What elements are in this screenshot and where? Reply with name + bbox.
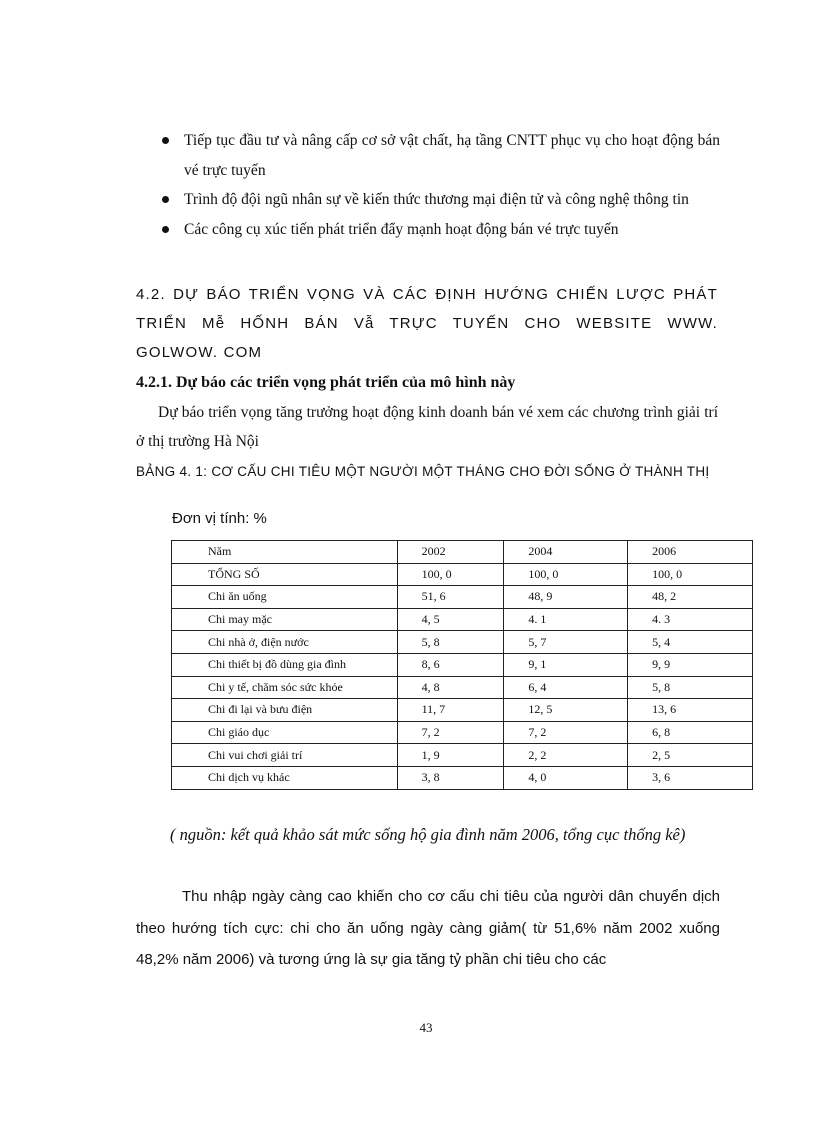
header-cell-2002: 2002 <box>397 541 504 564</box>
cell-value: 7, 2 <box>504 721 628 744</box>
cell-value: 5, 8 <box>628 676 753 699</box>
cell-value: 48, 9 <box>504 586 628 609</box>
cell-value: 2, 2 <box>504 744 628 767</box>
table-row <box>172 631 753 654</box>
cell-value: 11, 7 <box>397 699 504 722</box>
table-row <box>172 563 753 586</box>
unit-label: Đơn vị tính: % <box>172 510 267 527</box>
table-row <box>172 766 753 789</box>
table-row <box>172 608 753 631</box>
row-label: Chi giáo dục <box>172 721 398 744</box>
row-label: Chi y tế, chăm sóc sức khỏe <box>172 676 398 699</box>
intro-paragraph: Dự báo triển vọng tăng trưởng hoạt động kinh doanh bán vé xem các chương trình giải trí ở thị trường Hà Nội <box>136 404 718 450</box>
bullet-item <box>160 215 720 245</box>
bullet-icon <box>162 196 169 203</box>
row-label: Chi ăn uống <box>172 586 398 609</box>
table-header-row <box>172 541 753 564</box>
bullet-text: Trình độ đội ngũ nhân sự về kiến thức thương mại điện tử và công nghệ thông tin <box>184 191 689 208</box>
cell-value: 6, 4 <box>504 676 628 699</box>
cell-value: 3, 6 <box>628 766 753 789</box>
bullet-text: Các công cụ xúc tiến phát triển đẩy mạnh hoạt động bán vé trực tuyến <box>184 220 619 238</box>
section-heading: 4.2. DỰ BÁO TRIỂN VỌNG VÀ CÁC ĐỊNH HƯỚNG CHIẾN LƯỢC PHÁT TRIỂN Mễ HỐNH BÁN Vẫ TRỰC TUYẾN CHO WEBSITE WWW. GOLWOW. COM <box>136 286 718 361</box>
row-label: Chi vui chơi giải trí <box>172 744 398 767</box>
source-note: ( nguồn: kết quả khảo sát mức sống hộ gia đình năm 2006, tổng cục thống kê) <box>170 825 686 844</box>
row-label: TỔNG SỐ <box>172 563 398 586</box>
table-row <box>172 676 753 699</box>
body-paragraph: Thu nhập ngày càng cao khiến cho cơ cấu chi tiêu của người dân chuyển dịch theo hướng tích cực: chi cho ăn uống ngày càng giảm( từ 51,6% năm 2002 xuống 48,2% năm 2006) và tương ứng là sự gia tăng tỷ phần chi tiêu cho các <box>136 888 720 968</box>
bullet-item <box>160 185 720 215</box>
header-cell-2006: 2006 <box>628 541 753 564</box>
row-label: Chi nhà ở, điện nước <box>172 631 398 654</box>
header-cell-2004: 2004 <box>504 541 628 564</box>
bullet-text: Tiếp tục đầu tư và nâng cấp cơ sở vật chất, hạ tầng CNTT phục vụ cho hoạt động bán vé trực tuyến <box>184 132 720 179</box>
cell-value: 48, 2 <box>628 586 753 609</box>
bullet-list <box>160 126 720 244</box>
cell-value: 4, 8 <box>397 676 504 699</box>
cell-value: 100, 0 <box>628 563 753 586</box>
expenditure-table <box>171 540 753 790</box>
table-row <box>172 744 753 767</box>
cell-value: 13, 6 <box>628 699 753 722</box>
cell-value: 7, 2 <box>397 721 504 744</box>
cell-value: 2, 5 <box>628 744 753 767</box>
cell-value: 9, 9 <box>628 653 753 676</box>
bullet-icon <box>162 226 169 233</box>
cell-value: 4. 3 <box>628 608 753 631</box>
cell-value: 100, 0 <box>397 563 504 586</box>
cell-value: 1, 9 <box>397 744 504 767</box>
row-label: Chi thiết bị đồ dùng gia đình <box>172 653 398 676</box>
table-row <box>172 653 753 676</box>
table-row <box>172 699 753 722</box>
row-label: Chi đi lại và bưu điện <box>172 699 398 722</box>
cell-value: 3, 8 <box>397 766 504 789</box>
cell-value: 5, 8 <box>397 631 504 654</box>
header-cell-year: Năm <box>172 541 398 564</box>
cell-value: 100, 0 <box>504 563 628 586</box>
bullet-icon <box>162 137 169 144</box>
row-label: Chi dịch vụ khác <box>172 766 398 789</box>
cell-value: 5, 7 <box>504 631 628 654</box>
cell-value: 5, 4 <box>628 631 753 654</box>
cell-value: 12, 5 <box>504 699 628 722</box>
cell-value: 8, 6 <box>397 653 504 676</box>
cell-value: 4, 5 <box>397 608 504 631</box>
cell-value: 51, 6 <box>397 586 504 609</box>
cell-value: 6, 8 <box>628 721 753 744</box>
table-row <box>172 721 753 744</box>
table-row <box>172 586 753 609</box>
page-number: 43 <box>419 1020 433 1035</box>
row-label: Chi may mặc <box>172 608 398 631</box>
bullet-item <box>160 126 720 185</box>
cell-value: 4, 0 <box>504 766 628 789</box>
table-caption: BẢNG 4. 1: CƠ CẤU CHI TIÊU MỘT NGƯỜI MỘT THÁNG CHO ĐỜI SỐNG Ở THÀNH THỊ <box>136 464 710 479</box>
cell-value: 9, 1 <box>504 653 628 676</box>
subsection-heading: 4.2.1. Dự báo các triển vọng phát triển của mô hình này <box>136 374 516 391</box>
cell-value: 4. 1 <box>504 608 628 631</box>
